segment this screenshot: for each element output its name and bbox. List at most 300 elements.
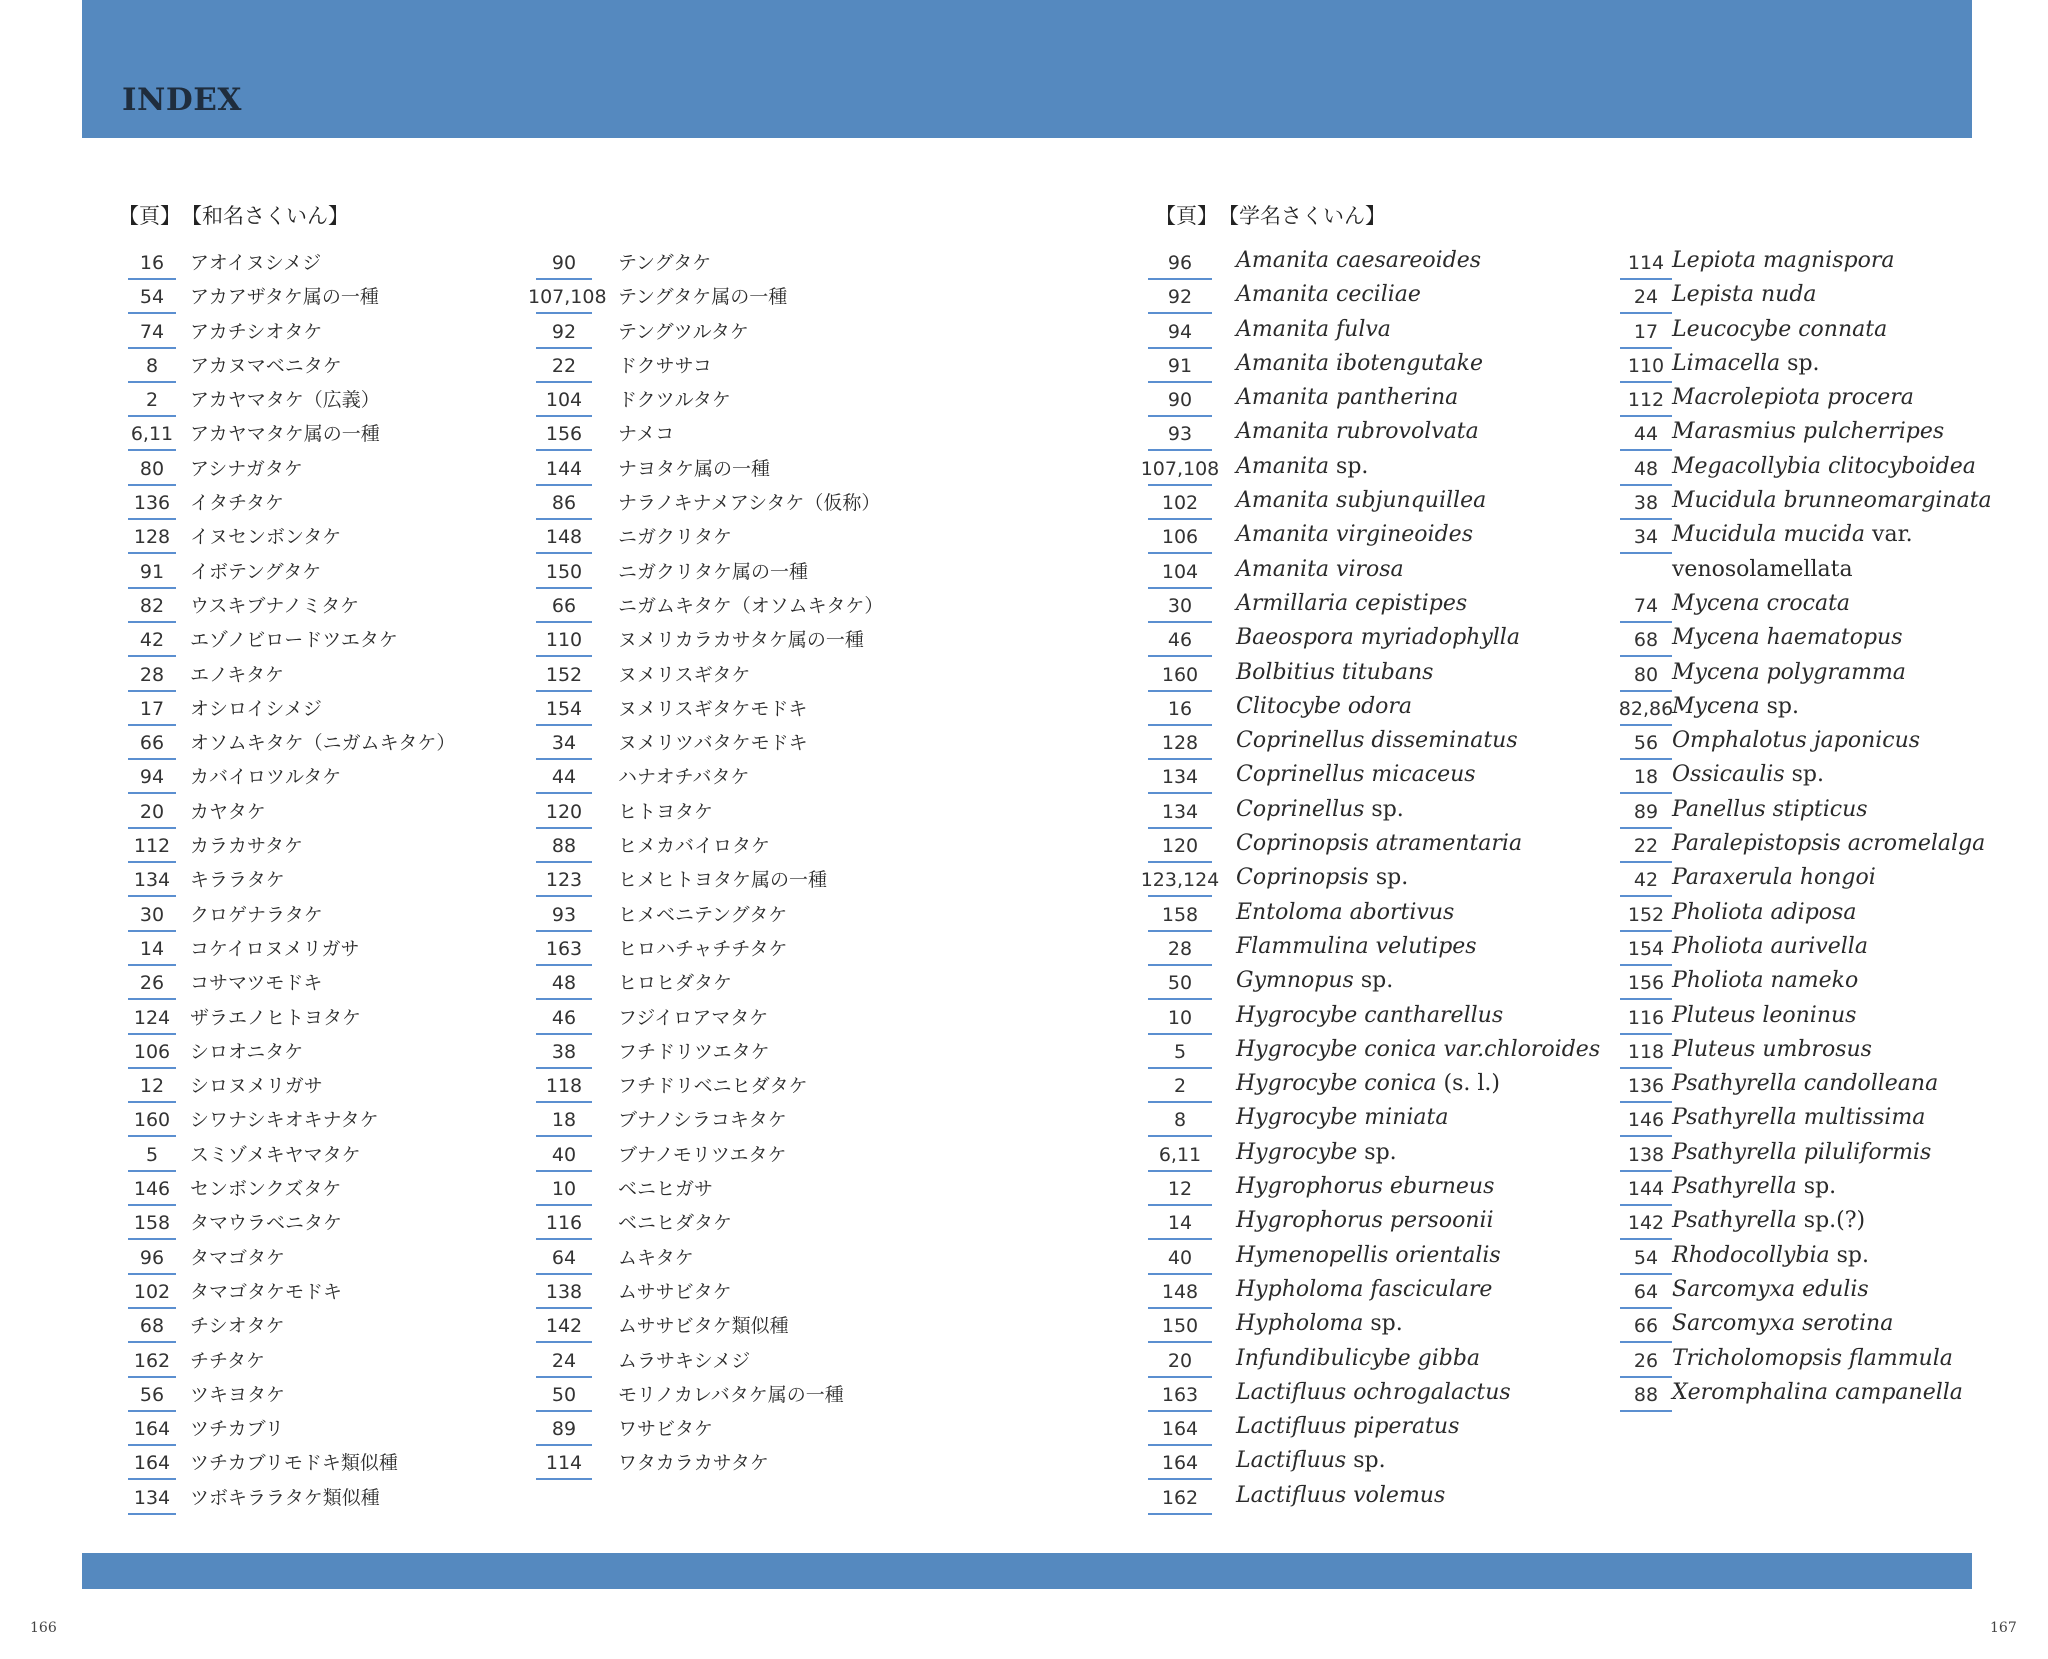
scientific-name-suffix: sp. (1368, 865, 1409, 891)
page-reference: 156 (1627, 972, 1665, 995)
scientific-name-suffix: sp. (1364, 796, 1404, 822)
page-underline (1620, 278, 1672, 280)
page-reference: 134 (1161, 766, 1199, 789)
scientific-name (1672, 521, 1913, 549)
scientific-name (1236, 316, 1391, 344)
scientific-name-italic: Psathyrella (1672, 1208, 1797, 1234)
page-reference: 91 (139, 560, 165, 583)
japanese-index-heading (118, 200, 349, 232)
page-underline (1620, 655, 1672, 657)
page-underline (1148, 518, 1212, 520)
page-reference: 89 (1633, 800, 1659, 823)
page-underline (1620, 792, 1672, 794)
page-reference: 128 (133, 526, 171, 549)
scientific-name-italic: Lactifluus (1236, 1448, 1347, 1474)
japanese-name: ワサビタケ (618, 1418, 714, 1441)
page-underline (1148, 690, 1212, 692)
scientific-name-italic: Flammulina velutipes (1236, 933, 1477, 959)
page-reference: 82 (139, 594, 165, 617)
japanese-name: イヌセンボンタケ (190, 526, 342, 549)
page-reference: 112 (133, 835, 171, 858)
page-underline (1620, 518, 1672, 520)
scientific-name (1672, 1002, 1856, 1030)
page-underline (536, 1238, 592, 1240)
page-underline (1148, 415, 1212, 417)
page-underline (128, 1513, 176, 1515)
scientific-name (1672, 761, 1824, 789)
scientific-name (1236, 830, 1522, 858)
scientific-name (1672, 1310, 1893, 1338)
page-underline (128, 1307, 176, 1309)
page-underline (1620, 381, 1672, 383)
page-reference: 64 (1633, 1280, 1659, 1303)
page-underline (128, 484, 176, 486)
scientific-name-italic: Pholiota adiposa (1672, 899, 1857, 925)
japanese-name: ムラサキシメジ (618, 1349, 751, 1372)
scientific-name-italic: Sarcomyxa serotina (1672, 1311, 1894, 1337)
page-reference: 5 (1173, 1040, 1187, 1063)
page-reference: 56 (139, 1383, 165, 1406)
page-reference: 88 (551, 835, 577, 858)
scientific-name-italic: Xeromphalina campanella (1672, 1379, 1963, 1405)
page-reference: 106 (1161, 526, 1199, 549)
scientific-name-italic: Amanita subjunquillea (1236, 488, 1487, 514)
japanese-name: フジイロアマタケ (618, 1006, 769, 1029)
page-reference: 136 (133, 492, 171, 515)
page-reference: 154 (1627, 937, 1665, 960)
page-reference: 18 (1633, 766, 1659, 789)
page-underline (1620, 1341, 1672, 1343)
page-reference: 164 (1161, 1452, 1199, 1475)
japanese-name: ドクササコ (618, 354, 712, 377)
page-underline (536, 1067, 592, 1069)
page-reference: 66 (1633, 1315, 1659, 1338)
scientific-name-suffix: sp. (1784, 762, 1824, 788)
page-underline (1148, 861, 1212, 863)
page-underline (1148, 1376, 1212, 1378)
scientific-name-italic: Megacollybia clitocyboidea (1672, 453, 1976, 479)
page-reference: 28 (1167, 937, 1193, 960)
scientific-name-italic: Hygrophorus eburneus (1236, 1174, 1495, 1200)
japanese-name: ハナオチバタケ (618, 766, 750, 789)
scientific-name (1236, 453, 1368, 481)
page-underline (1148, 1238, 1212, 1240)
page-underline (128, 690, 176, 692)
scientific-name-italic: Entoloma abortivus (1236, 899, 1455, 925)
page-reference: 48 (551, 972, 577, 995)
page-underline (536, 758, 592, 760)
page-underline (128, 1410, 176, 1412)
scientific-name (1672, 727, 1920, 755)
scientific-name-suffix: sp. (1759, 693, 1799, 719)
page-reference: 110 (545, 629, 583, 652)
japanese-name: ヒトヨタケ (618, 800, 714, 823)
scientific-name (1236, 899, 1454, 927)
page-reference: 10 (1167, 1006, 1193, 1029)
page-reference: 22 (551, 354, 577, 377)
page-reference: 124 (133, 1006, 171, 1029)
page-underline (128, 312, 176, 314)
scientific-name-italic: Hygrocybe miniata (1236, 1105, 1449, 1131)
japanese-name: オシロイシメジ (190, 697, 322, 720)
scientific-name-italic: Amanita fulva (1236, 316, 1391, 342)
page-underline (1148, 1307, 1212, 1309)
page-reference: 74 (139, 320, 165, 343)
page-underline (1148, 484, 1212, 486)
scientific-name-italic: Panellus stipticus (1672, 796, 1868, 822)
page-reference: 92 (1167, 286, 1193, 309)
page-reference: 114 (1627, 252, 1665, 274)
page-reference: 6,11 (1158, 1143, 1202, 1166)
scientific-name-italic: Coprinellus disseminatus (1236, 728, 1518, 754)
page-reference: 160 (133, 1109, 171, 1132)
scientific-name (1236, 350, 1483, 378)
japanese-name: コケイロヌメリガサ (190, 937, 360, 960)
page-underline (536, 1376, 592, 1378)
scientific-name-italic: Psathyrella candolleana (1672, 1071, 1939, 1097)
scientific-name (1672, 453, 1976, 481)
scientific-name (1236, 590, 1467, 618)
scientific-name-italic: Rhodocollybia (1672, 1242, 1830, 1268)
page-reference: 148 (545, 526, 583, 549)
page-reference: 40 (1167, 1246, 1193, 1269)
page-reference: 20 (139, 800, 165, 823)
page-reference: 96 (1167, 252, 1193, 274)
scientific-name-italic: Marasmius pulcherripes (1672, 419, 1945, 445)
page-underline (1148, 552, 1212, 554)
page-reference: 42 (1633, 869, 1659, 892)
page-reference: 164 (133, 1418, 171, 1441)
scientific-name (1236, 487, 1486, 515)
page-underline (536, 964, 592, 966)
page-underline (536, 415, 592, 417)
japanese-name: チシオタケ (190, 1315, 285, 1338)
scientific-name-italic: Lactifluus piperatus (1236, 1414, 1460, 1440)
japanese-name: タマウラベニタケ (190, 1212, 343, 1235)
page-underline (1148, 1478, 1212, 1480)
page-reference: 16 (139, 252, 165, 274)
scientific-name-italic: Amanita virgineoides (1236, 522, 1473, 548)
page-underline (536, 895, 592, 897)
page-underline (1620, 724, 1672, 726)
page-underline (1620, 1101, 1672, 1103)
page-reference: 94 (1167, 320, 1193, 343)
scientific-name-suffix: sp. (1329, 453, 1369, 479)
japanese-name: エゾノビロードツエタケ (190, 629, 398, 652)
page-underline (536, 1273, 592, 1275)
page-reference: 80 (1633, 663, 1659, 686)
page-underline (1620, 1170, 1672, 1172)
page-underline (1148, 827, 1212, 829)
page-underline (536, 1307, 592, 1309)
page-underline (128, 1273, 176, 1275)
right-page-number: 167 (1990, 1620, 2017, 1636)
page-reference: 2 (145, 389, 159, 412)
scientific-name-italic: Lactifluus ochrogalactus (1236, 1379, 1511, 1405)
japanese-name: テングタケ (618, 252, 712, 274)
scientific-name-suffix: sp. (1346, 1448, 1386, 1474)
japanese-name: フチドリツエタケ (618, 1040, 770, 1063)
scientific-name (1672, 418, 1944, 446)
scientific-name (1236, 247, 1481, 275)
page-reference: 34 (551, 732, 577, 755)
japanese-name: ヌメリスギタケ (618, 663, 751, 686)
page-underline (1620, 347, 1672, 349)
page-underline (536, 930, 592, 932)
page-underline (536, 1101, 592, 1103)
page-reference: 106 (133, 1040, 171, 1063)
page-underline (128, 1033, 176, 1035)
scientific-name-italic: Amanita (1236, 453, 1330, 479)
scientific-name-italic: Limacella (1672, 350, 1781, 376)
page-reference: 6,11 (130, 423, 174, 446)
page-reference: 104 (1161, 560, 1199, 583)
page-underline (1148, 1135, 1212, 1137)
footer-band (82, 1553, 1972, 1589)
scientific-name-italic: Baeospora myriadophylla (1236, 625, 1520, 651)
page-reference: 138 (545, 1280, 583, 1303)
page-reference: 50 (1167, 972, 1193, 995)
scientific-name (1672, 967, 1858, 995)
scientific-name-italic: Pholiota nameko (1672, 968, 1859, 994)
page-reference: 5 (145, 1143, 159, 1166)
japanese-name: コサマツモドキ (190, 972, 323, 995)
page-underline (1620, 758, 1672, 760)
japanese-name: エノキタケ (190, 663, 285, 686)
page-reference: 74 (1633, 594, 1659, 617)
japanese-name: ウスキブナノミタケ (190, 594, 360, 617)
page-reference: 89 (551, 1418, 577, 1441)
page-reference: 114 (545, 1452, 583, 1475)
scientific-name-italic: Hygrophorus persoonii (1236, 1208, 1494, 1234)
scientific-name-italic: Hypholoma (1236, 1311, 1364, 1337)
scientific-name-italic: Pholiota aurivella (1672, 933, 1868, 959)
page-reference: 24 (1633, 286, 1659, 309)
page-underline (1148, 930, 1212, 932)
page-underline (1148, 758, 1212, 760)
page-reference: 163 (1161, 1383, 1199, 1406)
page-reference: 107,108 (1140, 457, 1220, 480)
page-reference: 46 (1167, 629, 1193, 652)
page-reference: 68 (139, 1315, 165, 1338)
scientific-name-italic: Coprinellus (1236, 796, 1365, 822)
page-reference: 90 (1167, 389, 1193, 412)
page-underline (128, 1135, 176, 1137)
page-underline (1148, 312, 1212, 314)
scientific-name-italic: Ossicaulis (1672, 762, 1785, 788)
scientific-name (1672, 659, 1906, 687)
scientific-name-italic: Infundibulicybe gibba (1236, 1345, 1481, 1371)
page-underline (536, 861, 592, 863)
page-reference: 118 (1627, 1040, 1665, 1063)
scientific-name (1236, 1002, 1503, 1030)
scientific-name-suffix: sp. (1796, 1174, 1837, 1200)
page-reference: 142 (1627, 1212, 1665, 1235)
scientific-name-italic: Amanita rubrovolvata (1236, 419, 1479, 445)
japanese-name: アカヤマタケ（広義） (190, 389, 380, 412)
page-reference: 116 (1627, 1006, 1665, 1029)
page-underline (128, 1478, 176, 1480)
scientific-name-italic: Hygrocybe (1236, 1139, 1358, 1165)
page-underline (1620, 930, 1672, 932)
scientific-name (1236, 933, 1477, 961)
scientific-name-italic: Psathyrella multissima (1672, 1105, 1926, 1131)
page-underline (536, 1033, 592, 1035)
japanese-name: ドクツルタケ (618, 389, 731, 412)
scientific-name (1672, 830, 1985, 858)
page-reference: 38 (1633, 492, 1659, 515)
page-reference: 12 (1167, 1178, 1193, 1201)
scientific-name-italic: Pluteus umbrosus (1672, 1036, 1872, 1062)
page-underline (1620, 449, 1672, 451)
page-reference: 44 (1633, 423, 1659, 446)
page-underline (1620, 690, 1672, 692)
scientific-name-italic: Hymenopellis orientalis (1236, 1242, 1501, 1268)
page-underline (536, 1170, 592, 1172)
page-underline (128, 449, 176, 451)
page-underline (128, 964, 176, 966)
scientific-name (1672, 899, 1856, 927)
page-reference: 158 (133, 1212, 171, 1235)
page-underline (536, 1341, 592, 1343)
page-underline (536, 347, 592, 349)
page-underline (1148, 621, 1212, 623)
page-underline (1148, 1444, 1212, 1446)
page-reference: 120 (545, 800, 583, 823)
page-reference: 18 (551, 1109, 577, 1132)
page-underline (536, 827, 592, 829)
page-underline (1620, 1135, 1672, 1137)
scientific-name (1672, 350, 1820, 378)
scientific-name (1236, 1345, 1480, 1373)
scientific-name (1236, 556, 1404, 584)
page-reference: 54 (139, 286, 165, 309)
japanese-name: ヒロヒダタケ (618, 972, 733, 995)
page-underline (536, 587, 592, 589)
page-underline (128, 792, 176, 794)
scientific-name (1236, 1207, 1494, 1235)
page-reference: 120 (1161, 835, 1199, 858)
page-reference: 8 (145, 354, 159, 377)
scientific-name-suffix: sp. (1363, 1311, 1403, 1337)
page-underline (128, 827, 176, 829)
scientific-name-italic: Bolbitius titubans (1236, 659, 1434, 685)
page-reference: 158 (1161, 903, 1199, 926)
page-underline (1620, 827, 1672, 829)
page-underline (128, 552, 176, 554)
japanese-name: ツチカブリ (190, 1418, 284, 1441)
page-reference: 54 (1633, 1246, 1659, 1269)
scientific-name (1236, 761, 1476, 789)
page-reference: 152 (1627, 903, 1665, 926)
page-reference: 10 (551, 1178, 577, 1201)
scientific-name-italic: Psathyrella (1672, 1174, 1797, 1200)
japanese-name: ヒメカバイロタケ (618, 835, 771, 858)
scientific-name-italic: Hygrocybe cantharellus (1236, 1002, 1504, 1028)
page-reference: 102 (133, 1280, 171, 1303)
japanese-name: ニガクリタケ属の一種 (618, 560, 809, 583)
scientific-name-italic: Coprinopsis atramentaria (1236, 831, 1523, 857)
page-reference: 16 (1167, 697, 1193, 720)
page-reference: 14 (1167, 1212, 1193, 1235)
scientific-name (1236, 864, 1408, 892)
japanese-name: スミゾメキヤマタケ (190, 1143, 361, 1166)
page-underline (1148, 655, 1212, 657)
japanese-name: ベニヒガサ (618, 1178, 714, 1201)
scientific-name-italic: Coprinopsis (1236, 865, 1369, 891)
japanese-name: フチドリベニヒダタケ (618, 1075, 808, 1098)
japanese-name: ナラノキナメアシタケ（仮称） (618, 492, 881, 515)
page-reference: 152 (545, 663, 583, 686)
scientific-name-suffix: (s. l.) (1436, 1071, 1500, 1097)
page-underline (128, 1376, 176, 1378)
scientific-name-italic: Lepiota magnispora (1672, 248, 1895, 273)
japanese-name: アシナガタケ (190, 457, 303, 480)
page-underline (1620, 964, 1672, 966)
page-reference: 162 (133, 1349, 171, 1372)
page-underline (1148, 1513, 1212, 1515)
page-underline (1620, 484, 1672, 486)
page-reference: 46 (551, 1006, 577, 1029)
scientific-name (1236, 384, 1458, 412)
page-underline (536, 621, 592, 623)
page-reference: 68 (1633, 629, 1659, 652)
scientific-name (1236, 1139, 1397, 1167)
page-underline (128, 415, 176, 417)
scientific-name (1236, 281, 1421, 309)
page-underline (128, 1341, 176, 1343)
page-underline (536, 449, 592, 451)
page-reference: 150 (1161, 1315, 1199, 1338)
japanese-name: テングタケ属の一種 (618, 286, 788, 309)
page-underline (536, 312, 592, 314)
scientific-name-italic: Omphalotus japonicus (1672, 728, 1921, 754)
scientific-name (1672, 590, 1850, 618)
japanese-name: ヌメリツバタケモドキ (618, 732, 808, 755)
scientific-name (1672, 624, 1902, 652)
scientific-name (1672, 1379, 1963, 1407)
page-underline (128, 930, 176, 932)
japanese-index-title: 【和名さくいん】 (181, 204, 349, 228)
japanese-name: ニガムキタケ（オソムキタケ） (618, 594, 884, 617)
scientific-name (1672, 864, 1876, 892)
scientific-name (1236, 624, 1520, 652)
scientific-name (1672, 1070, 1938, 1098)
scientific-name (1672, 693, 1799, 721)
page-reference: 148 (1161, 1280, 1199, 1303)
scientific-name-italic: Leucocybe connata (1672, 316, 1888, 342)
scientific-page-label: 【頁】 (1155, 204, 1218, 228)
page-underline (1620, 1307, 1672, 1309)
scientific-name-italic: Armillaria cepistipes (1236, 590, 1468, 616)
scientific-name (1672, 1345, 1953, 1373)
japanese-name: アカアザタケ属の一種 (190, 286, 379, 309)
page-reference: 82,86 (1618, 697, 1674, 720)
scientific-name (1236, 1379, 1511, 1407)
page-reference: 123 (545, 869, 583, 892)
page-reference: 128 (1161, 732, 1199, 755)
page-reference: 134 (1161, 800, 1199, 823)
scientific-name (1236, 418, 1479, 446)
japanese-name: ツキヨタケ (190, 1383, 286, 1406)
page-reference: 91 (1167, 354, 1193, 377)
page-reference: 96 (139, 1246, 165, 1269)
page-reference: 26 (1633, 1349, 1659, 1372)
page-underline (1148, 1033, 1212, 1035)
page-underline (128, 1170, 176, 1172)
scientific-name-italic: Hygrocybe conica (1236, 1071, 1437, 1097)
page-underline (128, 518, 176, 520)
